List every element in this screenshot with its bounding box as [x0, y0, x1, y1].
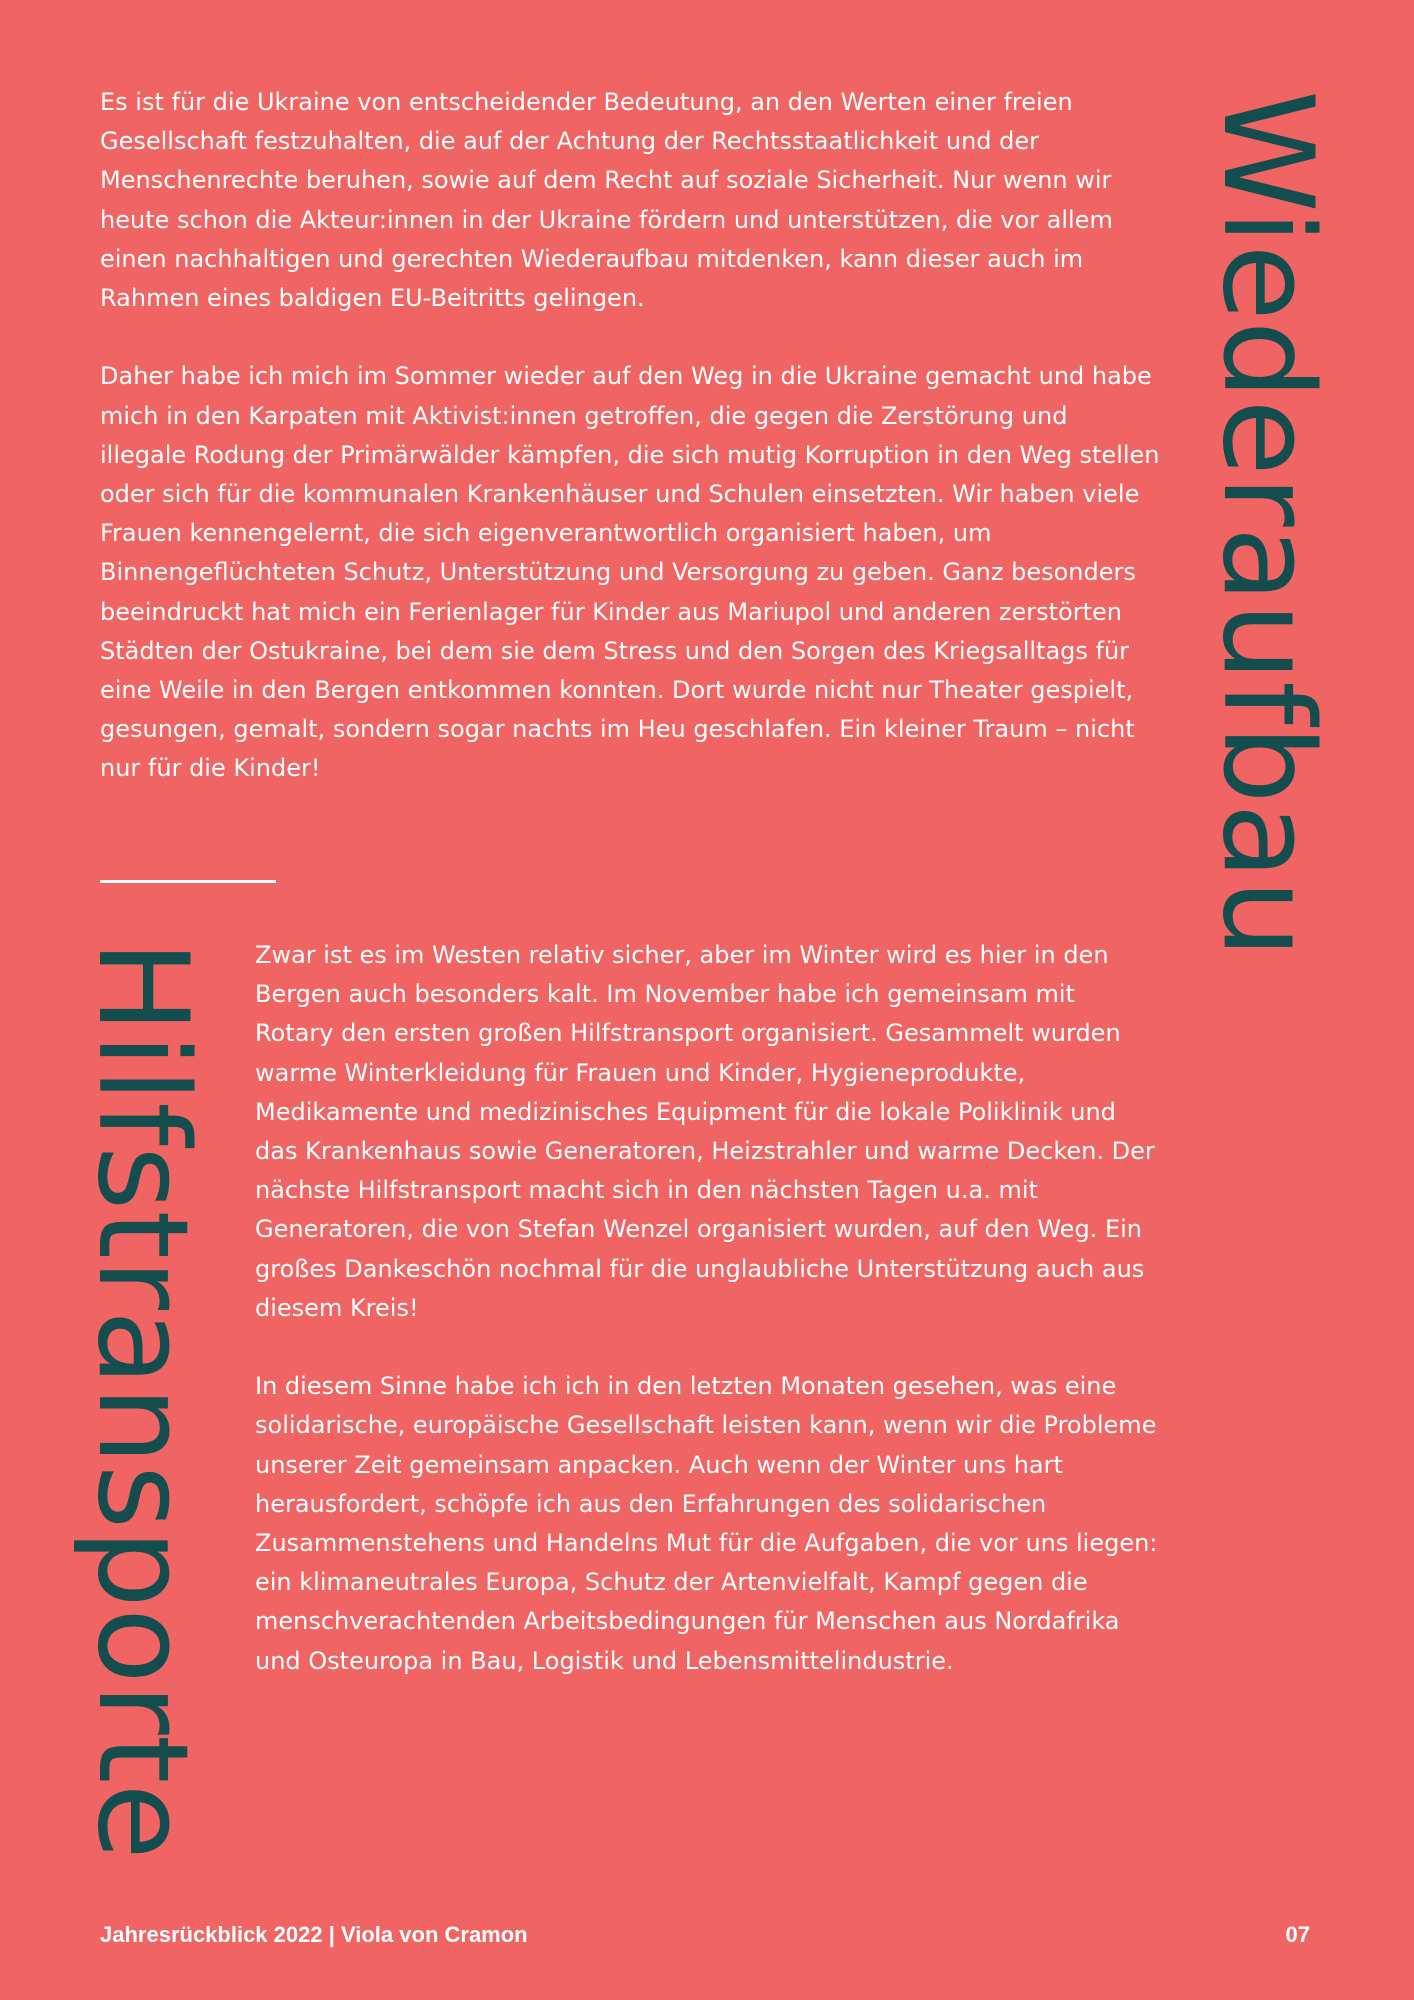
- heading-hilfstransporte: Hilfstransporte: [70, 940, 214, 1860]
- paragraph: In diesem Sinne habe ich ich in den letzten Monaten gesehen, was eine solidarische, europäische Gesellschaft leisten kann, wenn wir die Probleme unserer Zeit gemeinsam anpacken. Auch wenn der Winter uns hart herausfordert, schöpfe ich aus den Erfahrungen des solidarischen Zusammenstehens und Handelns Mut für die Aufgaben, die vor uns liegen: ein klimaneutrales Europa, Schutz der Artenvielfalt, Kampf gegen die menschverachtenden Arbeitsbedingungen für Menschen aus Nordafrika und Osteuropa in Bau, Logistik und Lebensmittelindustrie.: [255, 1372, 1158, 1675]
- paragraph: Daher habe ich mich im Sommer wieder auf den Weg in die Ukraine gemacht und habe mich in den Karpaten mit Aktivist:innen getroffen, die gegen die Zerstörung und illegale Rodung der Primärwälder kämpfen, die sich mutig Korruption in den Weg stellen oder sich für die kommunalen Krankenhäuser und Schulen einsetzten. Wir haben viele Frauen kennengelernt, die sich eigenverantwortlich organisiert haben, um Binnengeflüchteten Schutz, Unterstützung und Versorgung zu geben. Ganz besonders beeindruckt hat mich ein Ferienlager für Kinder aus Mariupol und anderen zerstörten Städten der Ostukraine, bei dem sie dem Stress und den Sorgen des Kriegsalltags für eine Weile in den Bergen entkommen konnten. Dort wurde nicht nur Theater gespielt, gesungen, gemalt, sondern sogar nachts im Heu geschlafen. Ein kleiner Traum – nicht nur für die Kinder!: [100, 362, 1160, 783]
- page-number: 07: [1285, 1922, 1310, 1947]
- paragraph: Es ist für die Ukraine von entscheidender Bedeutung, an den Werten einer freien Gesellschaft festzuhalten, die auf der Achtung der Rechtsstaatlichkeit und der Menschenrechte beruhen, sowie auf dem Recht auf soziale Sicherheit. Nur wenn wir heute schon die Akteur:innen in der Ukraine fördern und unterstützen, die vor allem einen nachhaltigen und gerechten Wiederaufbau mitdenken, kann dieser auch im Rahmen eines baldigen EU-Beitritts gelingen.: [100, 88, 1113, 313]
- section-divider: [100, 880, 276, 883]
- footer-publication-title: Jahresrückblick 2022 | Viola von Cramon: [100, 1922, 528, 1947]
- section-hilfstransporte-text: [255, 936, 1160, 1681]
- paragraph: Zwar ist es im Westen relativ sicher, aber im Winter wird es hier in den Bergen auch besonders kalt. Im November habe ich gemeinsam mit Rotary den ersten großen Hilfstransport organisiert. Gesammelt wurden warme Winterkleidung für Frauen und Kinder, Hygieneprodukte, Medikamente und medizinisches Equipment für die lokale Poliklinik und das Krankenhaus sowie Generatoren, Heizstrahler und warme Decken. Der nächste Hilfstransport macht sich in den nächsten Tagen u.a. mit Generatoren, die von Stefan Wenzel organisiert wurden, auf den Weg. Ein großes Dankeschön nochmal für die unglaubliche Unterstützung auch aus diesem Kreis!: [255, 941, 1155, 1322]
- section-wiederaufbau-text: [100, 83, 1160, 789]
- heading-wiederaufbau: Wiederaufbau: [1195, 90, 1339, 959]
